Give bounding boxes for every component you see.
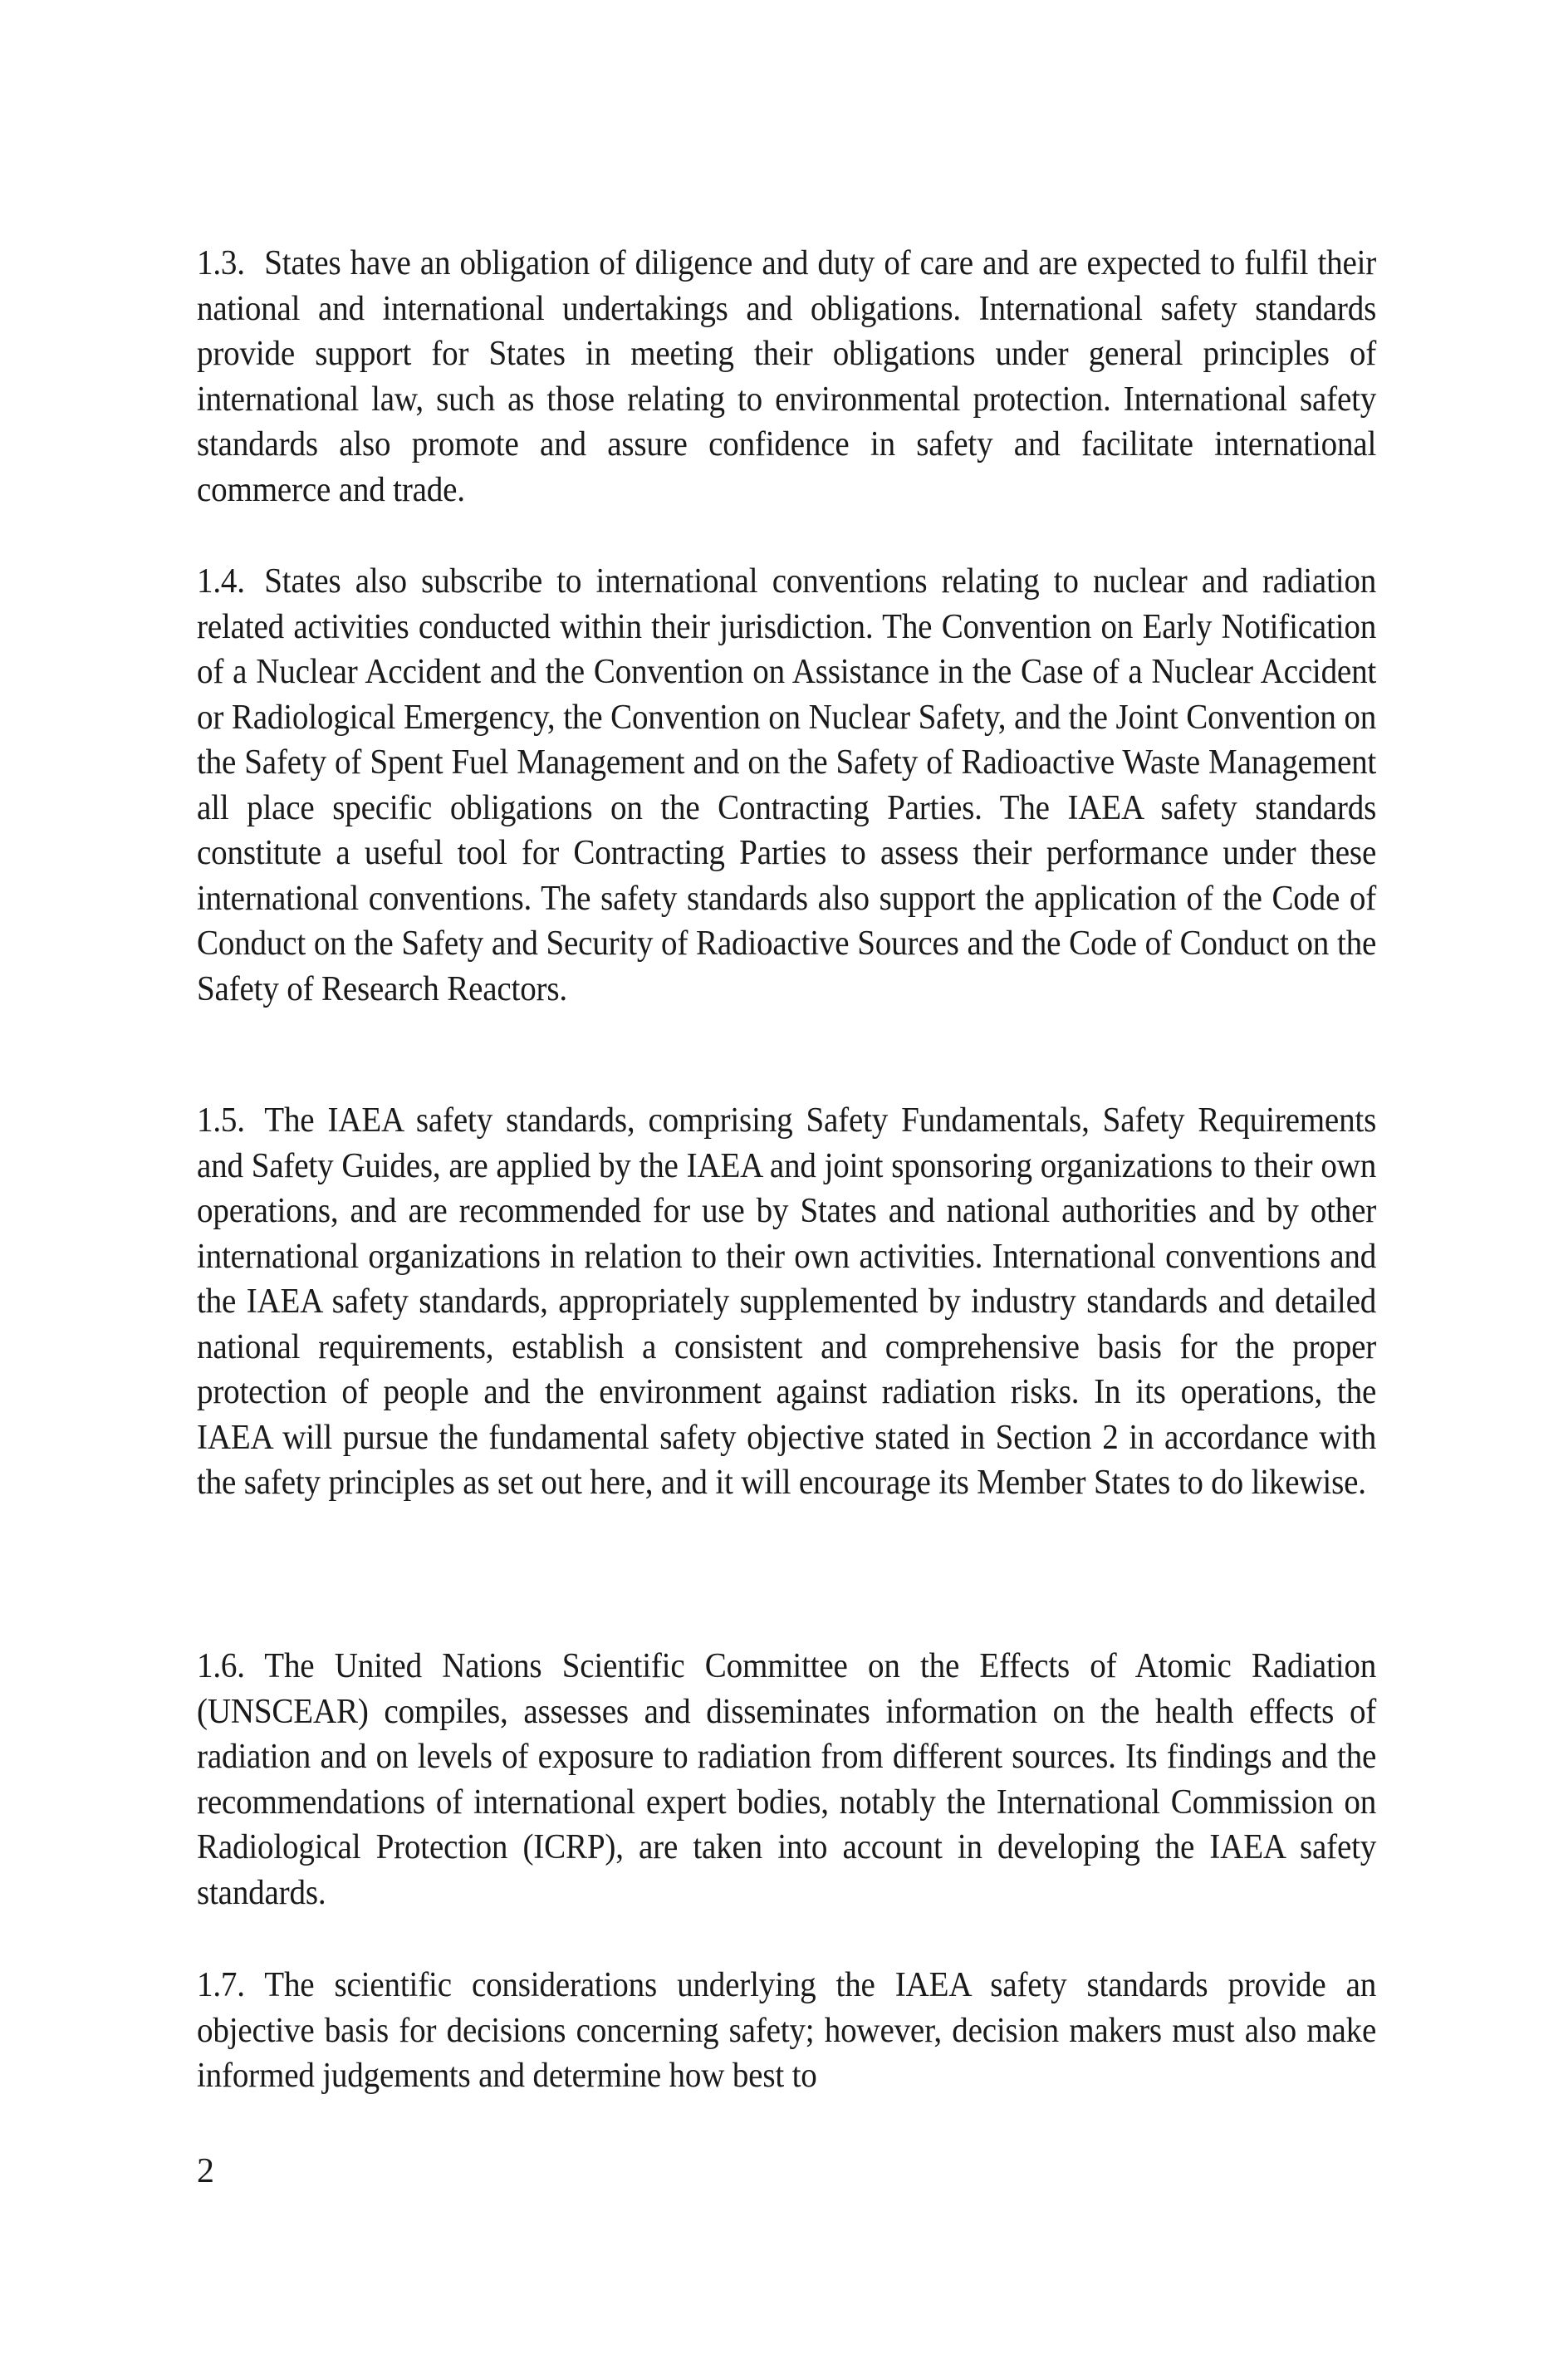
paragraph-number: 1.3. [197,244,245,282]
paragraph-1-5 [197,1098,1376,1506]
paragraph-text: States have an obligation of diligence and duty of care and are expected to fulfil their national and international undertakings and obligations. International safety standards provide support for States in meeting their obligations under general principles of international law, such as those relating to environmental protection. International safety standards also promote and assure confidence in safety and facilitate international commerce and trade. [197,244,1377,509]
paragraph-1-3 [197,241,1376,512]
paragraph-text: The United Nations Scientific Committee on the Effects of Atomic Radiation (UNSCEAR) compiles, assesses and disseminates information on the health effects of radiation and on levels of exposure to radiation from different sources. Its findings and the recommendations of international expert bodies, notably the International Commission on Radiological Protection (ICRP), are taken into account in developing the IAEA safety standards. [197,1647,1377,1912]
paragraph-text: States also subscribe to international conventions relating to nuclear and radiation related activities conducted within their jurisdiction. The Convention on Early Notification of a Nuclear Accident and the Convention on Assistance in the Case of a Nuclear Accident or Radiological Emergency, the Convention on Nuclear Safety, and the Joint Convention on the Safety of Spent Fuel Management and on the Safety of Radioactive Waste Management all place specific obligations on the Contracting Parties. The IAEA safety standards constitute a useful tool for Contracting Parties to assess their performance under these international conventions. The safety standards also support the application of the Code of Conduct on the Safety and Security of Radioactive Sources and the Code of Conduct on the Safety of Research Reactors. [197,562,1377,1008]
paragraph-text: The scientific considerations underlying the IAEA safety standards provide an objective basis for decisions concerning safety; however, decision makers must also make informed judgements and determine how best to [197,1966,1377,2095]
paragraph-1-4 [197,559,1376,1012]
paragraph-number: 1.7. [197,1966,245,2004]
page-number: 2 [197,2152,214,2190]
paragraph-number: 1.5. [197,1101,245,1140]
paragraph-text: The IAEA safety standards, comprising Safety Fundamentals, Safety Requirements and Safety Guides, are applied by the IAEA and joint sponsoring organizations to their own operations, and are recommended for use by States and national authorities and by other international organizations in relation to their own activities. International conventions and the IAEA safety standards, appropriately supplemented by industry standards and detailed national requirements, establish a consistent and comprehensive basis for the proper protection of people and the environment against radiation risks. In its operations, the IAEA will pursue the fundamental safety objective stated in Section 2 in accordance with the safety principles as set out here, and it will encourage its Member States to do likewise. [197,1101,1377,1502]
paragraph-1-6 [197,1644,1376,1915]
paragraph-1-7 [197,1963,1376,2099]
paragraph-number: 1.4. [197,562,245,601]
paragraph-number: 1.6. [197,1647,245,1685]
